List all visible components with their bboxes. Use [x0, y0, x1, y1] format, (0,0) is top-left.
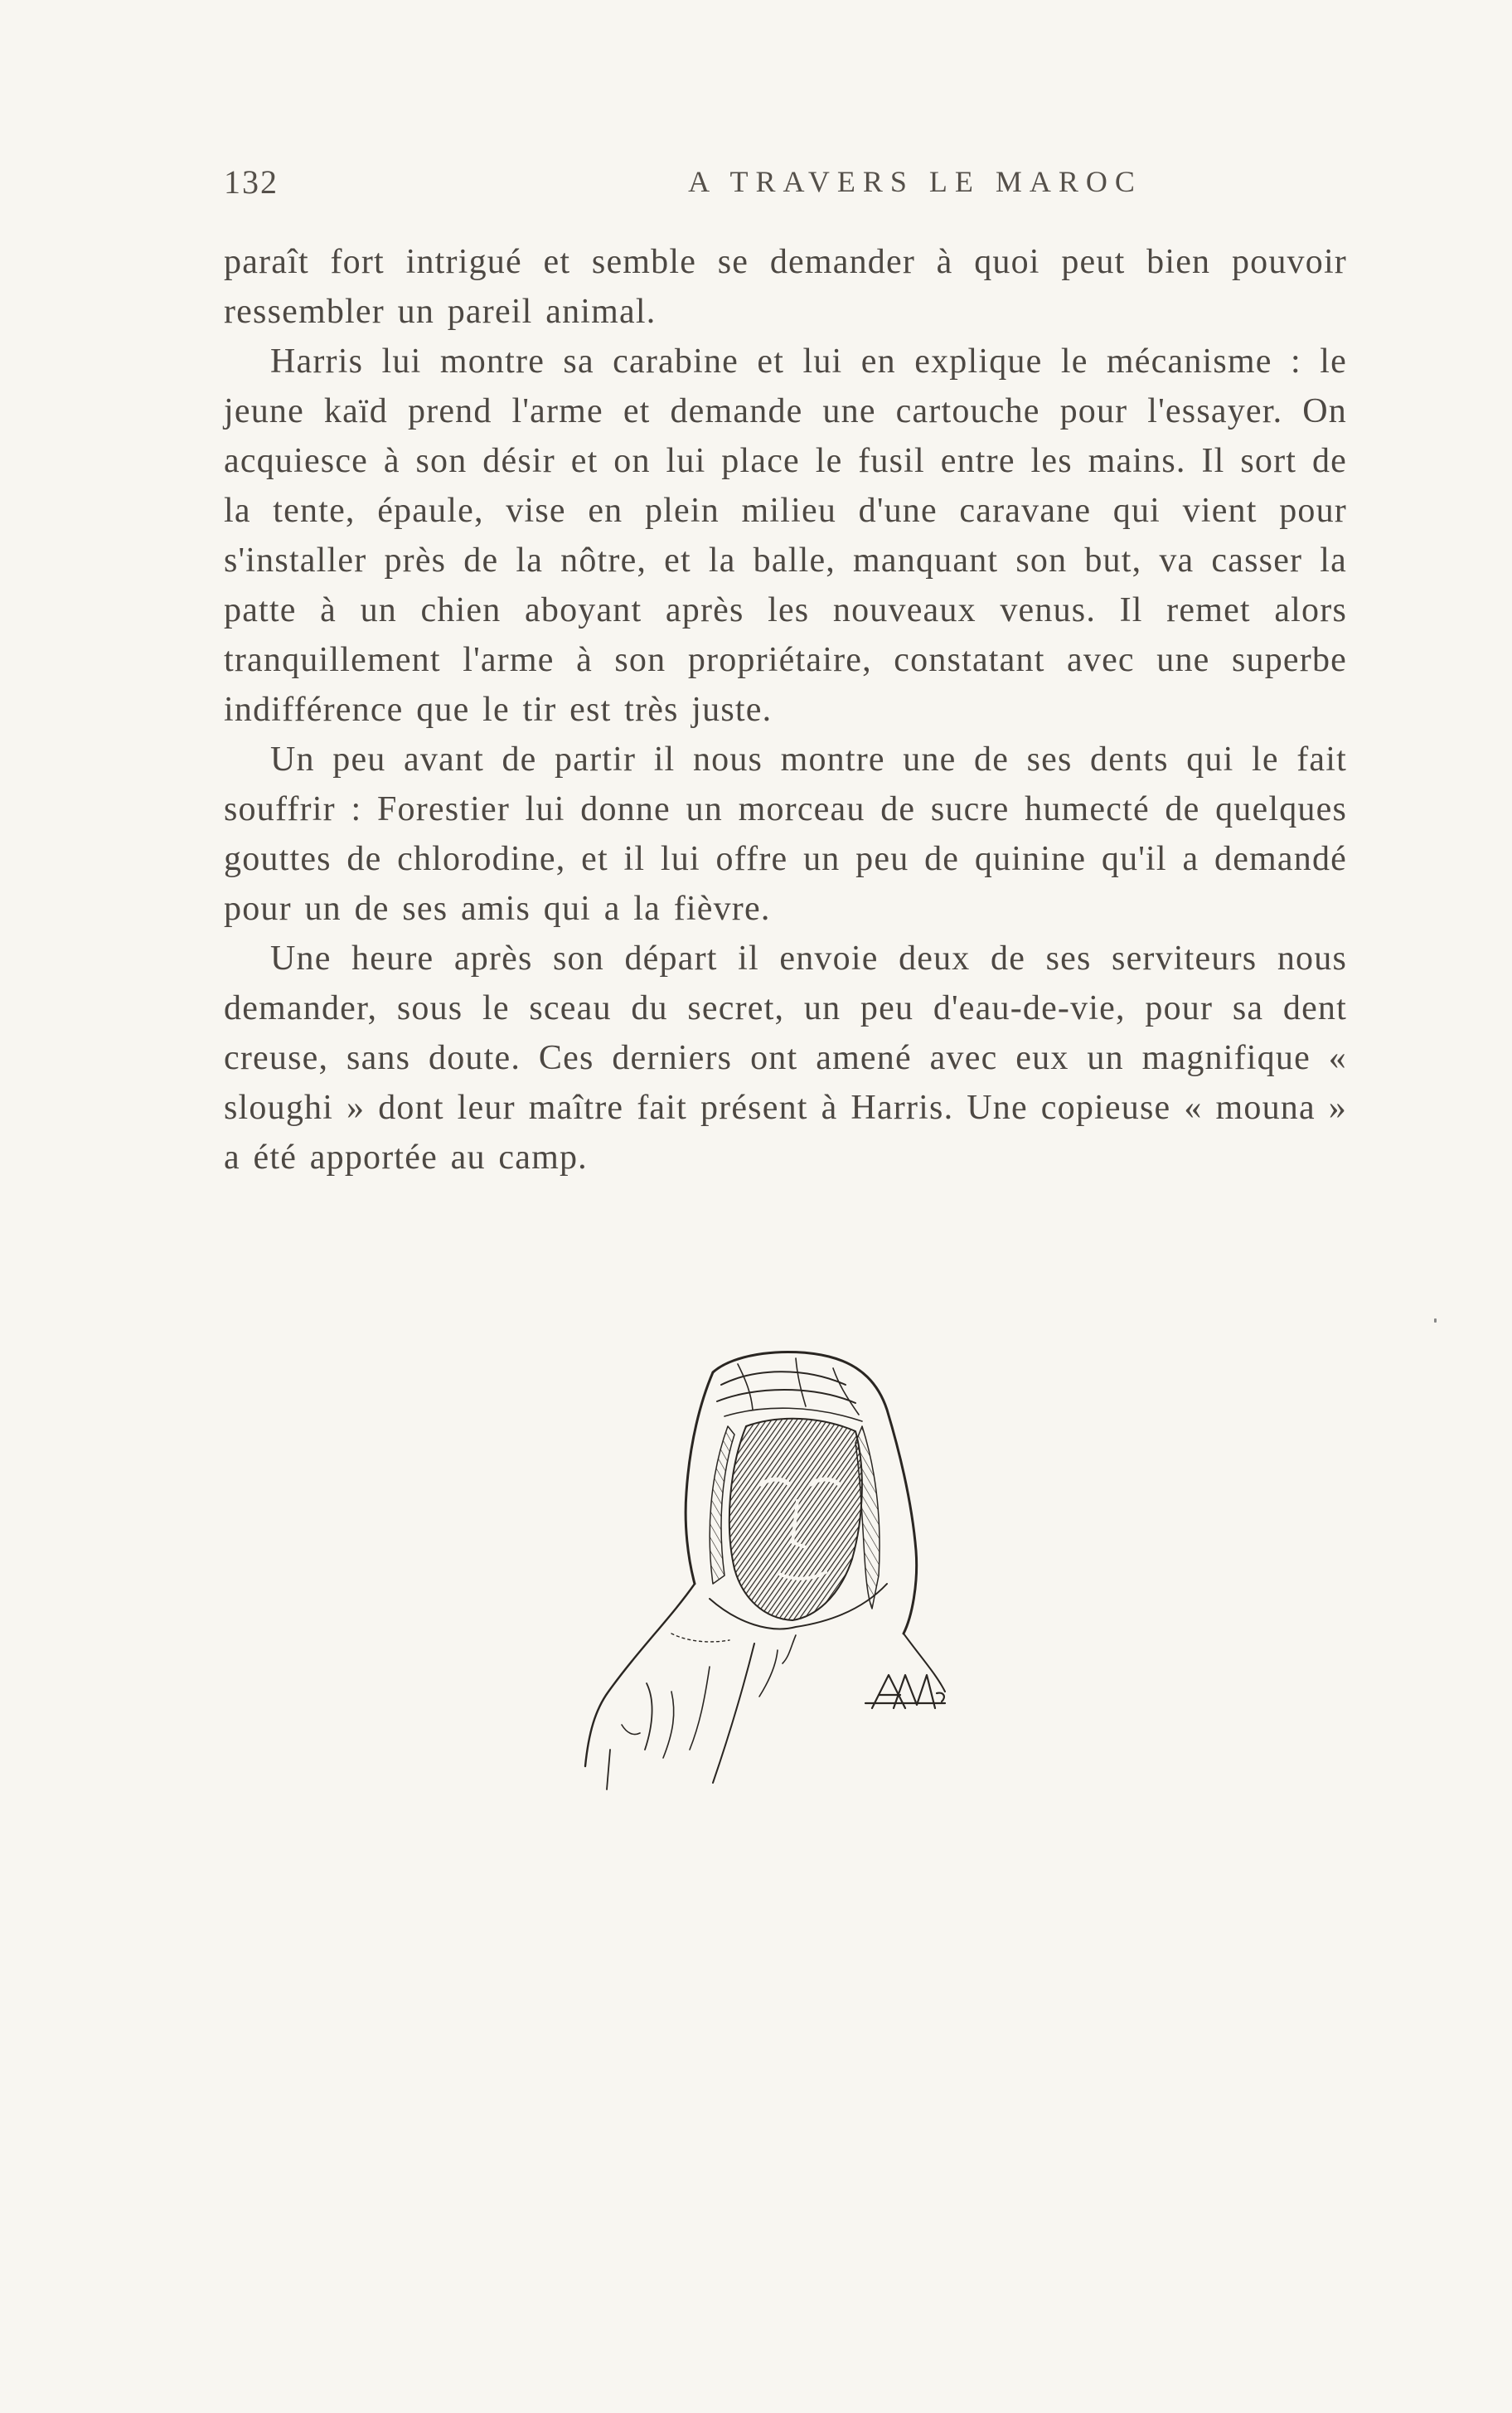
running-title: A TRAVERS LE MAROC: [688, 165, 1142, 198]
stray-mark: [1434, 1318, 1437, 1323]
portrait-sketch-icon: [547, 1335, 1011, 1799]
monogram: [865, 1675, 945, 1708]
page-number: 132: [224, 163, 279, 201]
page-header: [219, 163, 1288, 212]
paragraph: Un peu avant de partir il nous montre une de ses dents qui le fait souffrir : Forestier lui donne un morceau de sucre humecté de quelques gouttes de chlorodine, et il lui offre un peu de quinine qu'il a demandé pour un de ses amis qui a la fièvre.: [224, 740, 1347, 928]
body-text: [224, 237, 1347, 1182]
paragraph: Une heure après son départ il envoie deux de ses serviteurs nous demander, sous le sceau du secret, un peu d'eau-de-vie, pour sa dent creuse, sans doute. Ces derniers ont amené avec eux un magnifique « sloughi » dont leur maître fait présent à Harris. Une copieuse « mouna » a été apportée au camp.: [224, 939, 1347, 1177]
portrait-illustration: [547, 1335, 1011, 1799]
paragraph: Harris lui montre sa carabine et lui en explique le mécanisme : le jeune kaïd prend l'arme et demande une cartouche pour l'essayer. On acquiesce à son désir et on lui place le fusil entre les mains. Il sort de la tente, épaule, vise en plein milieu d'une caravane qui vient pour s'installer près de la nôtre, et la balle, manquant son but, va casser la patte à un chien aboyant après les nouveaux venus. Il remet alors tranquillement l'arme à son propriétaire, constatant avec une superbe indifférence que le tir est très juste.: [224, 342, 1347, 729]
paragraph-continuation: paraît fort intrigué et semble se demander à quoi peut bien pouvoir ressembler un pareil animal.: [224, 243, 1347, 331]
